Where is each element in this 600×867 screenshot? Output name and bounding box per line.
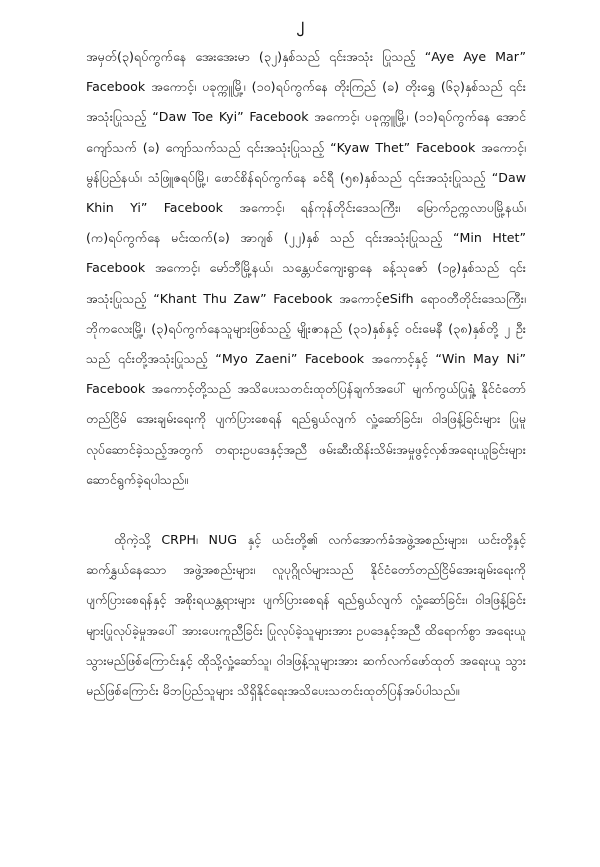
paragraph-warning: ထိုကဲ့သို့ CRPH၊ NUG နှင့် ယင်းတို့၏ လက်အောက်ခံအဖွဲ့အစည်းများ၊ ယင်းတို့နှင့် ဆက်နွှယ်နေသော အဖွဲ့အစည်းများ၊ လူပုဂ္ဂိုလ်များသည် နိုင်ငံတော်တည်ငြိမ်အေးချမ်းရေးကို ပျက်ပြားစေရန်နှင့် အစိုးရယန္တရားများ ပျက်ပြားစေရန် ရည်ရွယ်လျက် လှုံ့ဆော်ခြင်း၊ ဝါဒဖြန့်ခြင်း များပြုလုပ်ခဲ့မှုအပေါ် အားပေးကူညီခြင်း ပြုလုပ်ခဲ့သူများအား ဥပဒေနှင့်အညီ ထိရောက်စွာ အရေးယူသွားမည်ဖြစ်ကြောင်းနှင့် ထိုသို့လှုံ့ဆော်သူ၊ ဝါဒဖြန့်သူများအား ဆက်လက်ဖော်ထုတ် အရေးယူ သွားမည်ဖြစ်ကြောင်း မိဘပြည်သူများ သိရှိနိုင်ရေးအသိပေးသတင်းထုတ်ပြန်အပ်ပါသည်။: [86, 532, 526, 699]
paragraph-arrests: အမှတ်(၃)ရပ်ကွက်နေ အေးအေးမာ (၃၂)နှစ်သည် ၎င်းအသုံး ပြုသည့် “Aye Aye Mar” Facebook အကောင့်၊ ပခုက္ကူမြို့၊ (၁၀)ရပ်ကွက်နေ တိုးကြည် (ခ) တိုးရွှေ (၆၃)နှစ်သည် ၎င်းအသုံးပြုသည့် “Daw Toe Kyi” Facebook အကောင့်၊ ပခုက္ကူမြို့၊ (၁၁)ရပ်ကွက်နေ အောင်ကျော်သက် (ခ) ကျော်သက်သည် ၎င်းအသုံးပြုသည့် “Kyaw Thet” Facebook အကောင့်၊ မွန်ပြည်နယ်၊ သံဖြူဇရပ်မြို့၊ ဖောင်စိန်ရပ်ကွက်နေ ခင်ရီ (၅၈)နှစ်သည် ၎င်းအသုံးပြုသည့် “Daw Khin Yi” Facebook အကောင့်၊ ရန်ကုန်တိုင်းဒေသကြီး၊ မြောက်ဥက္ကလာပမြို့နယ်၊ (က)ရပ်ကွက်နေ မင်းထက်(ခ) အာဂျစ် (၂၂)နှစ် သည် ၎င်းအသုံးပြုသည့် “Min Htet” Facebook အကောင့်၊ မော်ဘီမြို့နယ်၊ သန္တေပင်ကျေးရွာနေ ခန့်သုဇော် (၁၉)နှစ်သည် ၎င်းအသုံးပြုသည့် “Khant Thu Zaw” Facebook အကောင့်eSifh ရောဝတီတိုင်းဒေသကြီး၊ ဘိုကလေးမြို့၊ (၃)ရပ်ကွက်နေသူများဖြစ်သည့် မျိုးဇာနည် (၃၁)နှစ်နှင့် ဝင်းမေနီ (၃၈)နှစ်တို့ ၂ ဦးသည် ၎င်းတို့အသုံးပြုသည့် “Myo Zaeni” Facebook အကောင့်နှင့် “Win May Ni” Facebook အကောင့်တို့သည် အသိပေးသတင်းထုတ်ပြန်ချက်အပေါ် မျက်ကွယ်ပြုရှုံ့ နိုင်ငံတော်တည်ငြိမ် အေးချမ်းရေးကို ပျက်ပြားစေရန် ရည်ရွယ်လျက် လှုံ့ဆော်ခြင်း၊ ဝါဒဖြန့်ခြင်းများ ပြုမူလုပ်ဆောင်ခဲ့သည့်အတွက် တရားဥပဒေနှင့်အညီ ဖမ်းဆီးထိန်းသိမ်းအမှုဖွင့်လှစ်အရေးယူခြင်းများ ဆောင်ရွက်ခဲ့ရပါသည်။: [86, 49, 526, 487]
document-body: [86, 42, 526, 706]
page-number: ၂: [296, 15, 304, 33]
